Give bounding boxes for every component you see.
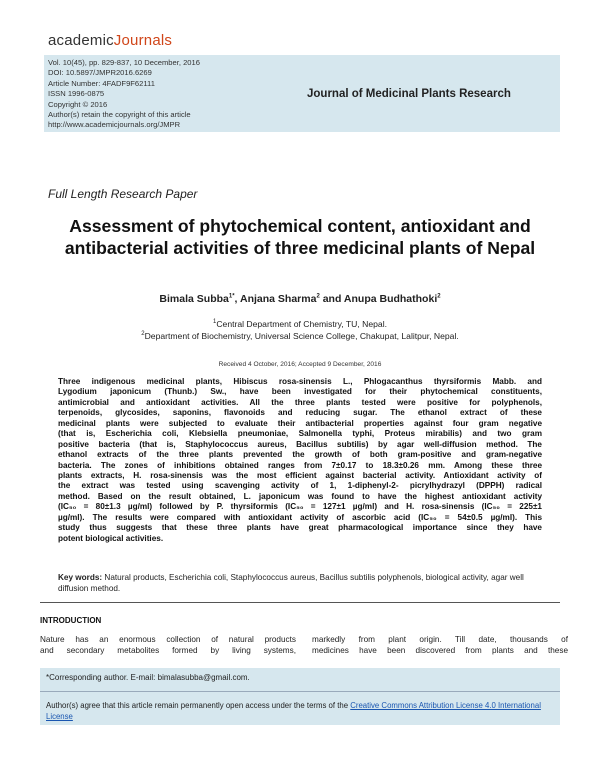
intro-column-left	[40, 634, 296, 656]
intro-line: medicines have been discovered from plants and these	[312, 646, 568, 655]
meta-article-number: Article Number: 4FADF9F62111	[48, 78, 155, 88]
footnote-box	[40, 668, 560, 725]
author-affiliation-mark: 2	[437, 293, 441, 300]
abstract-line: Three indigenous medicinal plants, Hibiscus rosa-sinensis L., Phlogacanthus thyrsiformis Mabb. and	[58, 377, 542, 386]
license-link[interactable]: Creative Commons Attribution License 4.0 International License	[46, 701, 541, 721]
intro-line: Nature has an enormous collection of natural products	[40, 635, 296, 644]
abstract-line: the extract was tested using scavenging activity of 1, 1-diphenyl-2- picrylhydrazyl (DPPH) radical	[58, 481, 542, 491]
logo-part-academic: academic	[48, 32, 114, 49]
abstract-line: positive bacteria (that is, Staphylococcus aureus, Bacillus subtilis) by agar well-diffusion method. The	[58, 439, 542, 449]
author-name: Anupa Budhathoki	[343, 293, 438, 305]
meta-volume: Vol. 10(45), pp. 829-837, 10 December, 2016	[48, 58, 200, 67]
author-list	[0, 293, 600, 305]
affiliation-2	[0, 331, 600, 341]
abstract-line: ethanol extracts of the three plants prevented the growth of both gram-positive and gram-negative	[58, 450, 542, 460]
logo-part-journals: Journals	[113, 32, 173, 49]
author-separator: ,	[234, 293, 240, 305]
keywords	[58, 573, 542, 594]
affiliation-mark: 2	[141, 331, 145, 338]
affiliation-mark: 1	[212, 319, 217, 326]
abstract-line: antimicrobial and antioxidant activities. All the three plants tested were positive for polyphenols,	[58, 397, 542, 407]
journal-logo	[48, 32, 172, 49]
abstract-line: method. Based on the result obtained, L. japonicum was found to have the highest antioxidant activity	[58, 491, 542, 501]
abstract-line: medicinal plants were subjected to evaluate their antibacterial properties against four gram negative	[58, 418, 542, 428]
abstract-line: study thus suggests that these three plants have great pharmacological importance since they have	[58, 523, 542, 533]
meta-doi: DOI: 10.5897/JMPR2016.6269	[48, 68, 152, 78]
abstract-line: plants extracts, H. rosa-sinensis was the most efficient against bacterial activity. Antioxidant activity of	[58, 470, 542, 480]
abstract-line: bacteria. The zones of inhibitions obtained ranges from 7±0.17 to 18.3±0.26 mm. Among these three	[58, 460, 542, 470]
abstract-line: potent biological activities.	[58, 533, 164, 543]
author-separator: and	[319, 293, 344, 305]
footnote-divider	[40, 691, 560, 692]
introduction-heading: INTRODUCTION	[40, 616, 102, 625]
author-name: Anjana Sharma	[239, 293, 317, 305]
intro-line: markedly from plant origin. Till date, thousands of	[312, 635, 568, 644]
affiliation-text: Department of Biochemistry, Universal Science College, Chakupat, Lalitpur, Nepal.	[144, 331, 459, 341]
abstract-line: µg/ml). The results were compared with antioxidant activity of ascorbic acid (IC₅₀ = 54±0.5 µg/ml). This	[58, 512, 542, 522]
affiliation-1	[0, 319, 600, 329]
abstract-line: (that is, Escherichia coli, Klebsiella pneumoniae, Salmonella typhi, Proteus mirabilis) and two gram	[58, 429, 542, 439]
license-note	[46, 701, 556, 722]
intro-line: and secondary metabolites formed by living systems,	[40, 646, 296, 655]
abstract-line: (IC₅₀ = 80±1.3 µg/ml) followed by P. thyrsiformis (IC₅₀ = 127±1 µg/ml) and H. rosa-sinensis (IC₅₀ = 225±1	[58, 502, 542, 512]
abstract-line: Lygodium japonicum (Thunb.) Sw., have been investigated for their phytochemical constituents,	[58, 387, 542, 397]
paper-title: Assessment of phytochemical content, antioxidant and antibacterial activities of three medicinal plants of Nepal	[64, 216, 536, 258]
license-text: Author(s) agree that this article remain permanently open access under the terms of the	[46, 701, 351, 710]
author-affiliation-mark: 2	[316, 293, 320, 300]
received-dates: Received 4 October, 2016; Accepted 9 December, 2016	[218, 361, 382, 368]
article-type: Full Length Research Paper	[48, 187, 198, 201]
author-affiliation-mark: 1*	[228, 293, 235, 300]
meta-url[interactable]: http://www.academicjournals.org/JMPR	[48, 120, 181, 130]
meta-rights: Author(s) retain the copyright of this article	[48, 110, 191, 120]
author-name: Bimala Subba	[159, 293, 229, 305]
meta-issn: ISSN 1996-0875	[48, 89, 105, 99]
article-header-box	[44, 55, 560, 132]
journal-name: Journal of Medicinal Plants Research	[307, 88, 511, 100]
intro-column-right	[312, 634, 568, 656]
abstract-line: terpenoids, glycosides, saponins, flavonoids and reducing sugar. The ethanol extract of these	[58, 408, 542, 418]
corresponding-author: *Corresponding author. E-mail: bimalasubba@gmail.com.	[46, 673, 250, 682]
abstract	[58, 377, 542, 544]
keywords-text: Natural products, Escherichia coli, Staphylococcus aureus, Bacillus subtilis polyphenols, biological activity, agar well diffusion method.	[58, 573, 524, 593]
section-divider	[40, 602, 560, 603]
article-meta	[48, 58, 200, 131]
keywords-label: Key words:	[58, 573, 103, 582]
affiliation-text: Central Department of Chemistry, TU, Nepal.	[216, 319, 387, 329]
meta-copyright: Copyright © 2016	[48, 99, 108, 109]
